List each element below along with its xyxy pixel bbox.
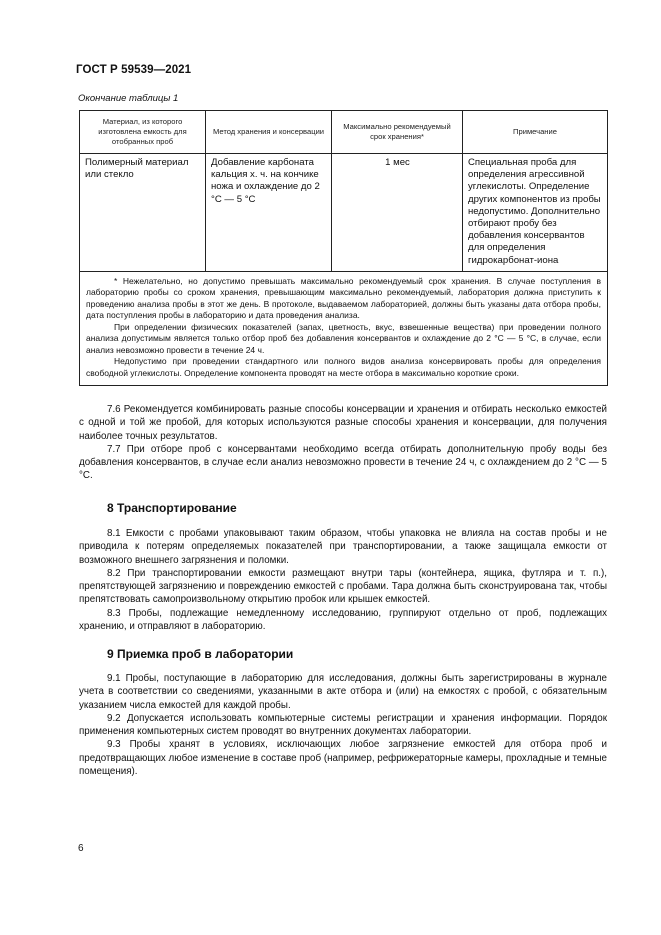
cell-note: Специальная проба для определения агрессивной углекислоты. Определение других компонентов из пробы недопустимо. Дополнительно отбирают пробу без добавления консервантов для определения гидрокарбонат-иона <box>463 154 608 272</box>
paragraph: 8.3 Пробы, подлежащие немедленному исследованию, группируют отдельно от проб, подлежащих хранению, и отправляют в лабораторию. <box>79 607 607 633</box>
storage-table <box>79 110 608 386</box>
document-header: ГОСТ Р 59539—2021 <box>76 64 192 76</box>
paragraph: 9.2 Допускается использовать компьютерные системы регистрации и хранения информации. Порядок применения компьютерных систем проводят во внутренних документах лаборатории. <box>79 712 607 738</box>
cell-method: Добавление карбоната кальция х. ч. на кончике ножа и охлаждение до 2 °С — 5 °С <box>206 154 332 272</box>
footnote: * Нежелательно, но допустимо превышать максимально рекомендуемый срок хранения. В случае поступления в лабораторию пробы со сроком хранения, превышающим максимально рекомендуемый, лаборатория должна приступить к проведению анализа пробы в этот же день. В протоколе, выдаваемом лабораторией, должны быть указаны дата отбора пробы, дата поступления пробы в лабораторию и дата проведения анализа. <box>86 275 601 321</box>
table-footnote-row <box>80 271 608 386</box>
header-method: Метод хранения и консервации <box>206 111 332 154</box>
footnote: Недопустимо при проведении стандартного или полного видов анализа консервировать пробы для определения свободной углекислоты. Определение компонента проводят на месте отбора в максимально короткие сроки. <box>86 356 601 378</box>
section7-continuation <box>79 403 607 483</box>
table-header-row <box>80 111 608 154</box>
paragraph: 8.2 При транспортировании емкости размещают внутри тары (контейнера, ящика, футляра и т. п.), препятствующей загрязнению и повреждению емкостей с пробами. Тара должна быть сконструирована так, чтобы препятствовать самопроизвольному открытию пробок или крышек емкостей. <box>79 567 607 606</box>
section9-body <box>79 672 607 778</box>
paragraph: 7.7 При отборе проб с консервантами необходимо всегда отбирать дополнительную пробу воды без добавления консервантов, в случае если анализ невозможно провести в течение 24 ч, с охлаждением до 2 °С — 5 °С. <box>79 443 607 482</box>
page-number: 6 <box>78 843 84 854</box>
cell-material: Полимерный материал или стекло <box>80 154 206 272</box>
paragraph: 9.1 Пробы, поступающие в лабораторию для исследования, должны быть зарегистрированы в журнале учета в соответствии со сведениями, указанными в акте отбора и (или) на емкостях с пробой, с обязательным указанием числа емкостей для каждой пробы. <box>79 673 607 711</box>
header-material: Материал, из которого изготовлена емкость для отобранных проб <box>80 111 206 154</box>
header-note: Примечание <box>463 111 608 154</box>
table-footnotes <box>80 271 608 386</box>
header-term: Максимально рекомендуемый срок хранения* <box>332 111 463 154</box>
section8-title: 8 Транспортирование <box>107 501 237 515</box>
table-caption: Окончание таблицы 1 <box>78 93 179 104</box>
cell-term: 1 мес <box>332 154 463 272</box>
table-row <box>80 154 608 272</box>
footnote: При определении физических показателей (запах, цветность, вкус, взвешенные вещества) при проведении полного анализа допустимым является только отбор проб без добавления консервантов и охлаждение до 2 °С — 5 °С, в случае, если анализ невозможно провести в течение 24 ч. <box>86 321 601 355</box>
paragraph: 9.3 Пробы хранят в условиях, исключающих любое загрязнение емкостей для отбора проб и предотвращающих любое изменение в составе проб (например, рефрижераторные камеры, прохладные и темные помещения). <box>79 739 607 778</box>
section8-body <box>79 527 607 633</box>
paragraph: 7.6 Рекомендуется комбинировать разные способы консервации и хранения и отбирать несколько емкостей с одной и той же пробой, для которых используются разные способы хранения и консервации, для получения наиболее точных результатов. <box>79 404 607 442</box>
paragraph: 8.1 Емкости с пробами упаковывают таким образом, чтобы упаковка не влияла на состав пробы и не приводила к потерям определяемых показателей при транспортировании, а также защищала емкости от возможного внешнего загрязнения и поломки. <box>79 528 607 566</box>
section9-title: 9 Приемка проб в лаборатории <box>107 647 294 661</box>
